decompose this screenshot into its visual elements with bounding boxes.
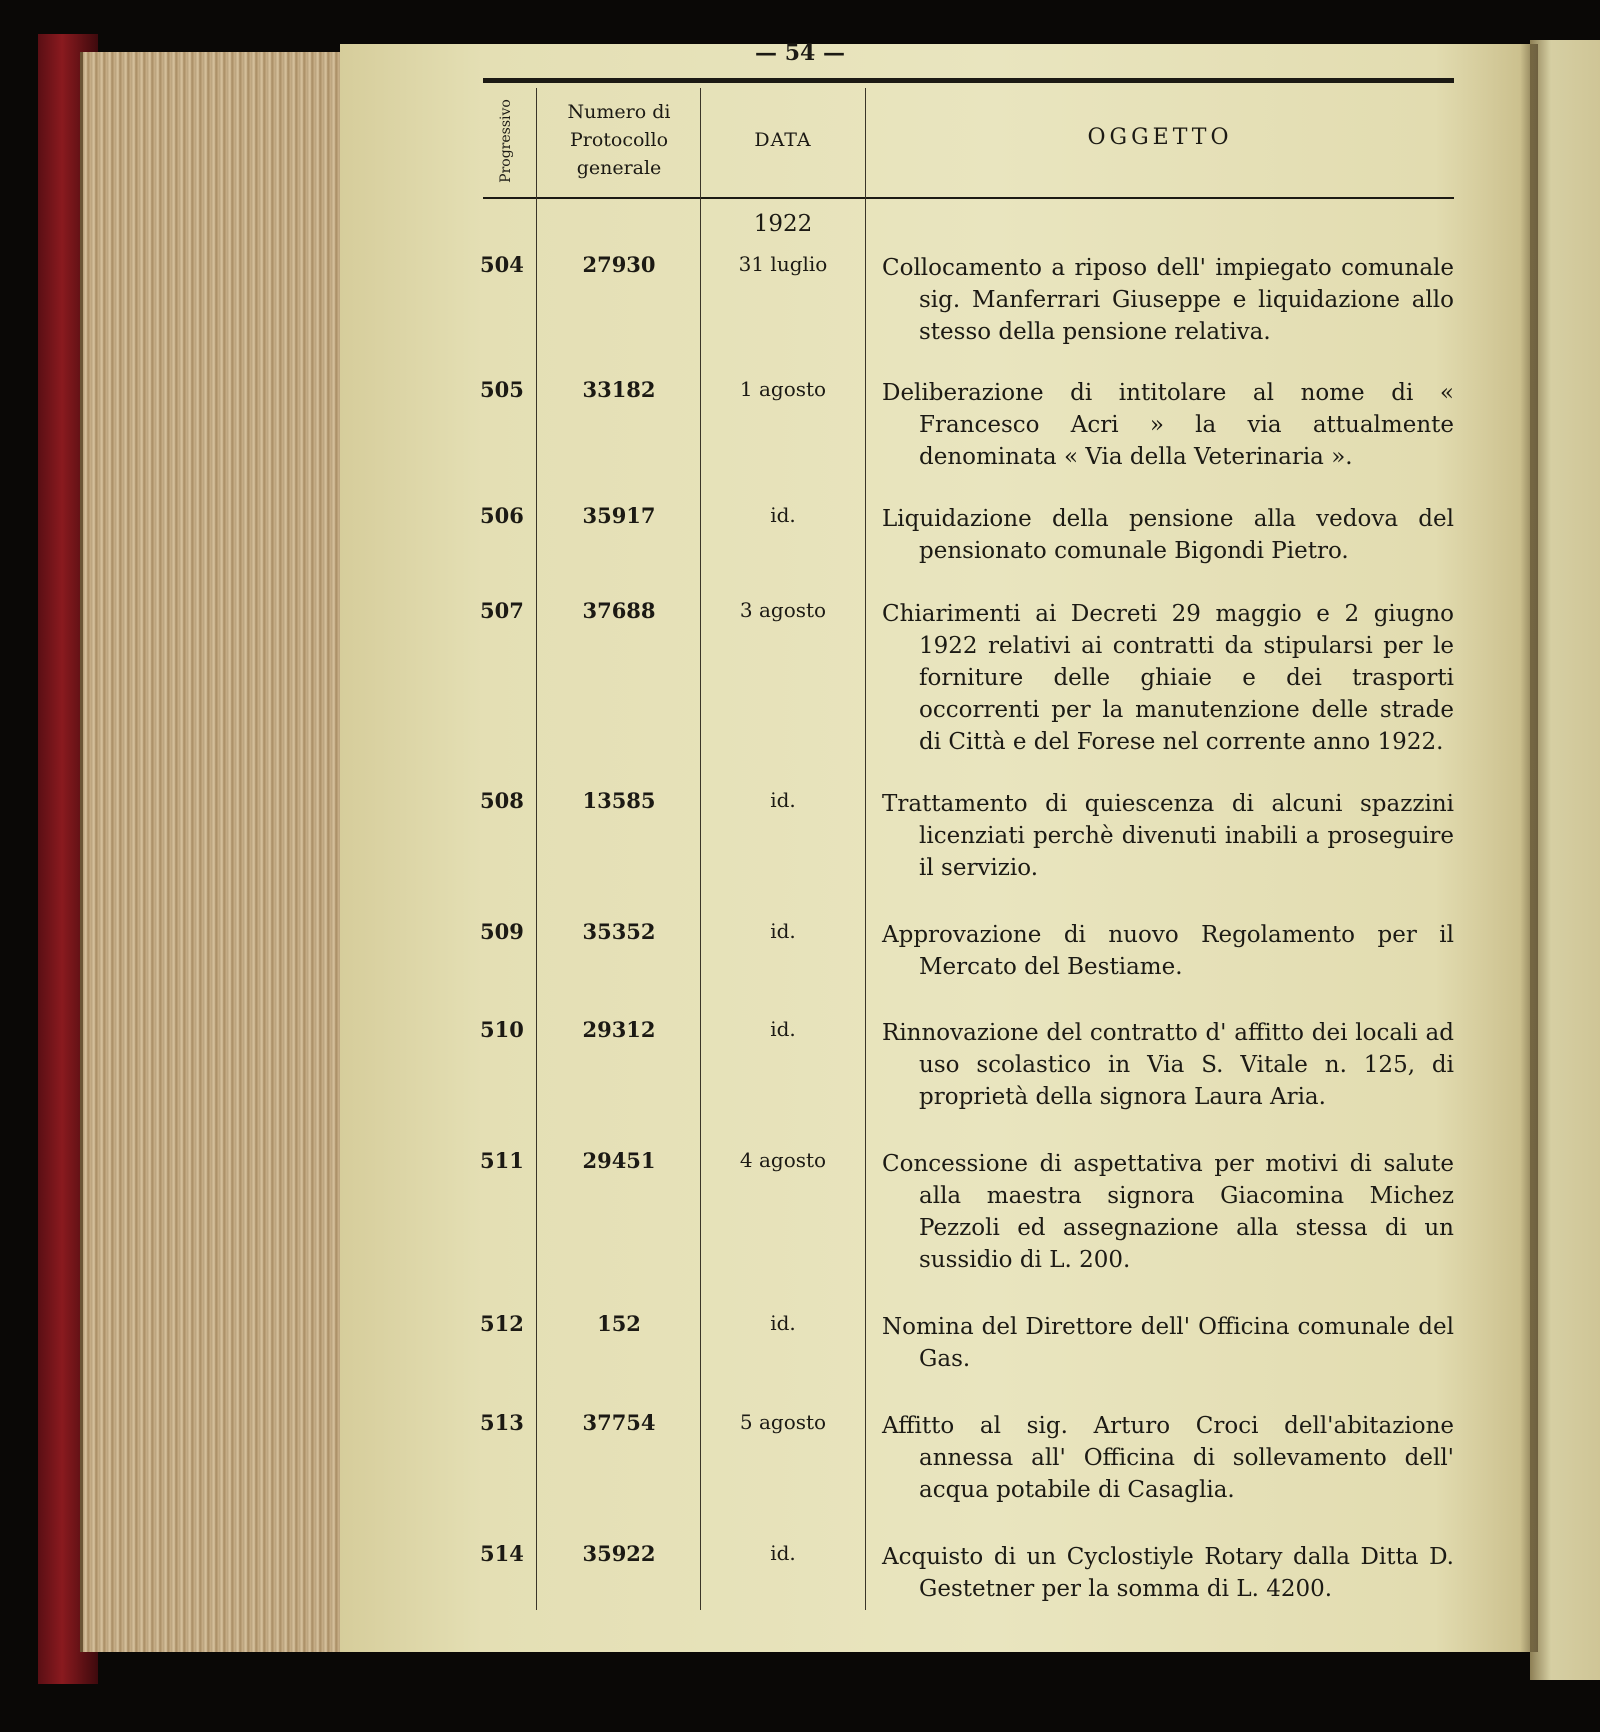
column-divider [536,88,537,1610]
column-divider [700,88,701,1610]
header-data-label: DATA [754,129,812,151]
progressivo-cell: 512 [480,1311,524,1336]
header-rule [483,197,1454,199]
date-cell: id. [770,503,796,527]
date-cell: id. [770,919,796,943]
date-cell: 4 agosto [739,1148,827,1172]
oggetto-cell: Trattamento di quiescenza di alcuni spazzini licenziati perchè divenuti inabili a proseguire il servizio. [882,791,1454,881]
progressivo-cell: 514 [480,1541,524,1566]
header-oggetto-label: OGGETTO [1087,125,1233,150]
oggetto-cell: Concessione di aspettativa per motivi di salute alla maestra signora Giacomina Michez Pezzoli ed assegnazione alla stessa di un sussidio di L. 200. [882,1151,1454,1273]
protocollo-cell: 35922 [582,1541,656,1566]
column-divider [865,88,866,1610]
date-cell: 31 luglio [738,252,828,276]
progressivo-cell: 504 [480,252,524,277]
oggetto-cell: Approvazione di nuovo Regolamento per il Mercato del Bestiame. [882,922,1454,980]
progressivo-cell: 508 [480,788,524,813]
date-cell: id. [770,788,796,812]
oggetto-cell: Nomina del Direttore dell' Officina comunale del Gas. [882,1314,1454,1372]
header-oggetto [866,124,1454,152]
date-cell: id. [770,1311,796,1335]
progressivo-cell: 513 [480,1410,524,1435]
protocollo-cell: 37754 [582,1410,656,1435]
oggetto-cell: Liquidazione della pensione alla vedova del pensionato comunale Bigondi Pietro. [882,506,1454,564]
date-cell: 3 agosto [739,598,827,622]
header-protocollo-label: Numero di Protocollo generale [567,101,671,179]
protocollo-cell: 29312 [582,1017,656,1042]
next-page-edge [1530,40,1600,1680]
date-cell: id. [770,1017,796,1041]
top-rule [483,78,1454,83]
header-data [702,126,864,154]
header-progressivo [486,88,526,193]
oggetto-cell: Affitto al sig. Arturo Croci dell'abitazione annessa all' Officina di sollevamento dell' acqua potabile di Casaglia. [882,1413,1454,1503]
protocollo-cell: 35917 [582,503,656,528]
progressivo-cell: 509 [480,919,524,944]
date-cell: 5 agosto [739,1410,827,1434]
page-number: — 54 — [755,40,845,66]
oggetto-cell: Rinnovazione del contratto d' affitto dei locali ad uso scolastico in Via S. Vitale n. 125, di proprietà della signora Laura Aria. [882,1020,1454,1110]
date-cell: id. [770,1541,796,1565]
protocollo-cell: 37688 [582,598,656,623]
progressivo-cell: 506 [480,503,524,528]
progressivo-cell: 511 [480,1148,524,1173]
header-progressivo-label: Progressivo [498,98,514,183]
gutter-shadow [1520,44,1538,1652]
progressivo-cell: 507 [480,598,524,623]
oggetto-cell: Chiarimenti ai Decreti 29 maggio e 2 giugno 1922 relativi ai contratti da stipularsi per le forniture delle ghiaie e dei trasporti occorrenti per la manutenzione delle strade di Città e del Forese nel corrente anno 1922. [882,601,1454,755]
oggetto-cell: Acquisto di un Cyclostiyle Rotary dalla Ditta D. Gestetner per la somma di L. 4200. [882,1544,1454,1602]
protocollo-cell: 29451 [582,1148,656,1173]
protocollo-cell: 35352 [582,919,656,944]
protocollo-cell: 13585 [582,788,656,813]
protocollo-cell: 152 [597,1311,641,1336]
oggetto-cell: Collocamento a riposo dell' impiegato comunale sig. Manferrari Giuseppe e liquidazione allo stesso della pensione relativa. [882,255,1454,345]
header-protocollo [548,98,690,182]
protocollo-cell: 33182 [582,377,656,402]
progressivo-cell: 510 [480,1017,524,1042]
date-cell: 1 agosto [739,377,827,401]
protocollo-cell: 27930 [582,252,656,277]
progressivo-cell: 505 [480,377,524,402]
oggetto-cell: Deliberazione di intitolare al nome di « Francesco Acri » la via attualmente denominata « Via della Veterinaria ». [882,380,1454,470]
page-edges [80,52,358,1652]
year-label: 1922 [753,211,813,237]
